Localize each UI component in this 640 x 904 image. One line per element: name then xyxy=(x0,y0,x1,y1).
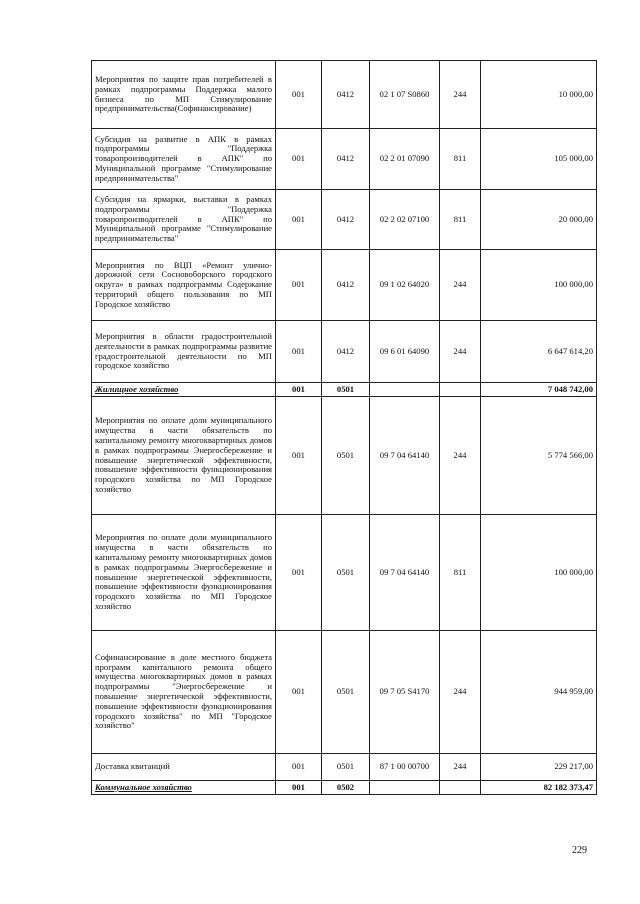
row-expense-type: 244 xyxy=(440,754,481,781)
row-name: Мероприятия в области градостроительной деятельности в рамках подпрограммы развитие градостроительной деятельности по МП городское хозяйство xyxy=(92,321,276,383)
row-expense-type: 244 xyxy=(440,321,481,383)
row-target-article: 02 2 01 07090 xyxy=(370,129,440,190)
row-sum: 7 048 742,00 xyxy=(481,383,597,397)
row-name: Доставка квитанций xyxy=(92,754,276,781)
row-target-article: 87 1 00 00700 xyxy=(370,754,440,781)
row-section: 0412 xyxy=(322,250,370,321)
row-sum: 6 647 614,20 xyxy=(481,321,597,383)
row-section: 0502 xyxy=(322,781,370,795)
row-section: 0501 xyxy=(322,397,370,515)
row-name: Мероприятия по ВЦП «Ремонт улично-дорожной сети Сосновоборского городского округа» в рамках подпрограммы Содержание территорий общего пользования по МП Городское хозяйство xyxy=(92,250,276,321)
row-target-article: 09 7 05 S4170 xyxy=(370,631,440,754)
table-row xyxy=(92,250,597,321)
row-sum: 105 000,00 xyxy=(481,129,597,190)
row-name: Мероприятия по защите прав потребителей в рамках подпрограммы Поддержка малого бизнеса по МП Стимулирование предпринимательства(Софинансирование) xyxy=(92,61,276,129)
row-section: 0412 xyxy=(322,61,370,129)
row-sum: 5 774 566,00 xyxy=(481,397,597,515)
row-target-article: 02 2 02 07100 xyxy=(370,190,440,250)
row-grbs: 001 xyxy=(276,515,322,631)
table-row xyxy=(92,190,597,250)
row-grbs: 001 xyxy=(276,383,322,397)
row-name: Субсидия на ярмарки, выставки в рамках подпрограммы "Поддержка товаропроизводителей в АПК" по Муниципальной программе "Стимулирование предпринимательства" xyxy=(92,190,276,250)
row-section: 0501 xyxy=(322,383,370,397)
row-name: Мероприятия по оплате доли муниципального имущества в части обязательств по капитальному ремонту многоквартирных домов в рамках подпрограммы Энергосбережение и повышение энергетической эффективности, повышение эффективности функционирования городского хозяйства по МП Городское хозяйство xyxy=(92,515,276,631)
row-sum: 10 000,00 xyxy=(481,61,597,129)
row-sum: 82 182 373,47 xyxy=(481,781,597,795)
row-target-article: 09 7 04 64140 xyxy=(370,397,440,515)
row-grbs: 001 xyxy=(276,190,322,250)
row-expense-type xyxy=(440,781,481,795)
row-section: 0501 xyxy=(322,631,370,754)
row-sum: 20 000,00 xyxy=(481,190,597,250)
table-row xyxy=(92,754,597,781)
row-section: 0412 xyxy=(322,129,370,190)
table-row xyxy=(92,397,597,515)
row-expense-type: 244 xyxy=(440,250,481,321)
row-grbs: 001 xyxy=(276,250,322,321)
budget-table xyxy=(91,60,597,795)
row-target-article: 09 1 02 64020 xyxy=(370,250,440,321)
row-grbs: 001 xyxy=(276,61,322,129)
row-grbs: 001 xyxy=(276,129,322,190)
row-expense-type: 811 xyxy=(440,190,481,250)
table-row xyxy=(92,321,597,383)
row-grbs: 001 xyxy=(276,754,322,781)
row-target-article xyxy=(370,383,440,397)
row-name: Коммунальное хозяйство xyxy=(92,781,276,795)
table-row xyxy=(92,781,597,795)
row-expense-type: 244 xyxy=(440,61,481,129)
row-expense-type xyxy=(440,383,481,397)
table-row xyxy=(92,631,597,754)
row-target-article: 09 7 04 64140 xyxy=(370,515,440,631)
row-sum: 100 000,00 xyxy=(481,515,597,631)
budget-table-body xyxy=(92,61,597,795)
row-sum: 100 000,00 xyxy=(481,250,597,321)
row-expense-type: 244 xyxy=(440,397,481,515)
table-row xyxy=(92,61,597,129)
row-section: 0412 xyxy=(322,321,370,383)
row-name: Мероприятия по оплате доли муниципального имущества в части обязательств по капитальному ремонту многоквартирных домов в рамках подпрограммы Энергосбережение и повышение энергетической эффективности, повышение эффективности функционирования городского хозяйства по МП Городское хозяйство xyxy=(92,397,276,515)
row-name: Субсидия на развитие в АПК в рамках подпрограммы "Поддержка товаропроизводителей в АПК" по Муниципальной программе "Стимулирование предпринимательства" xyxy=(92,129,276,190)
row-expense-type: 811 xyxy=(440,515,481,631)
row-target-article: 02 1 07 S0860 xyxy=(370,61,440,129)
row-sum: 944 959,00 xyxy=(481,631,597,754)
page-number: 229 xyxy=(572,845,587,856)
table-row xyxy=(92,515,597,631)
row-grbs: 001 xyxy=(276,631,322,754)
row-section: 0501 xyxy=(322,515,370,631)
table-row xyxy=(92,129,597,190)
row-name: Софинансирование в доле местного бюджета программ капитального ремонта общего имущества многоквартирных домов в рамках подпрограммы "Энергосбережение и повышение энергетической эффективности, повышение эффективности функционирования городского хозяйства" по МП "Городское хозяйство" xyxy=(92,631,276,754)
row-expense-type: 244 xyxy=(440,631,481,754)
row-target-article xyxy=(370,781,440,795)
table-row xyxy=(92,383,597,397)
row-grbs: 001 xyxy=(276,397,322,515)
row-expense-type: 811 xyxy=(440,129,481,190)
row-target-article: 09 6 01 64090 xyxy=(370,321,440,383)
row-grbs: 001 xyxy=(276,321,322,383)
row-section: 0501 xyxy=(322,754,370,781)
row-grbs: 001 xyxy=(276,781,322,795)
row-section: 0412 xyxy=(322,190,370,250)
row-name: Жилищное хозяйство xyxy=(92,383,276,397)
row-sum: 229 217,00 xyxy=(481,754,597,781)
